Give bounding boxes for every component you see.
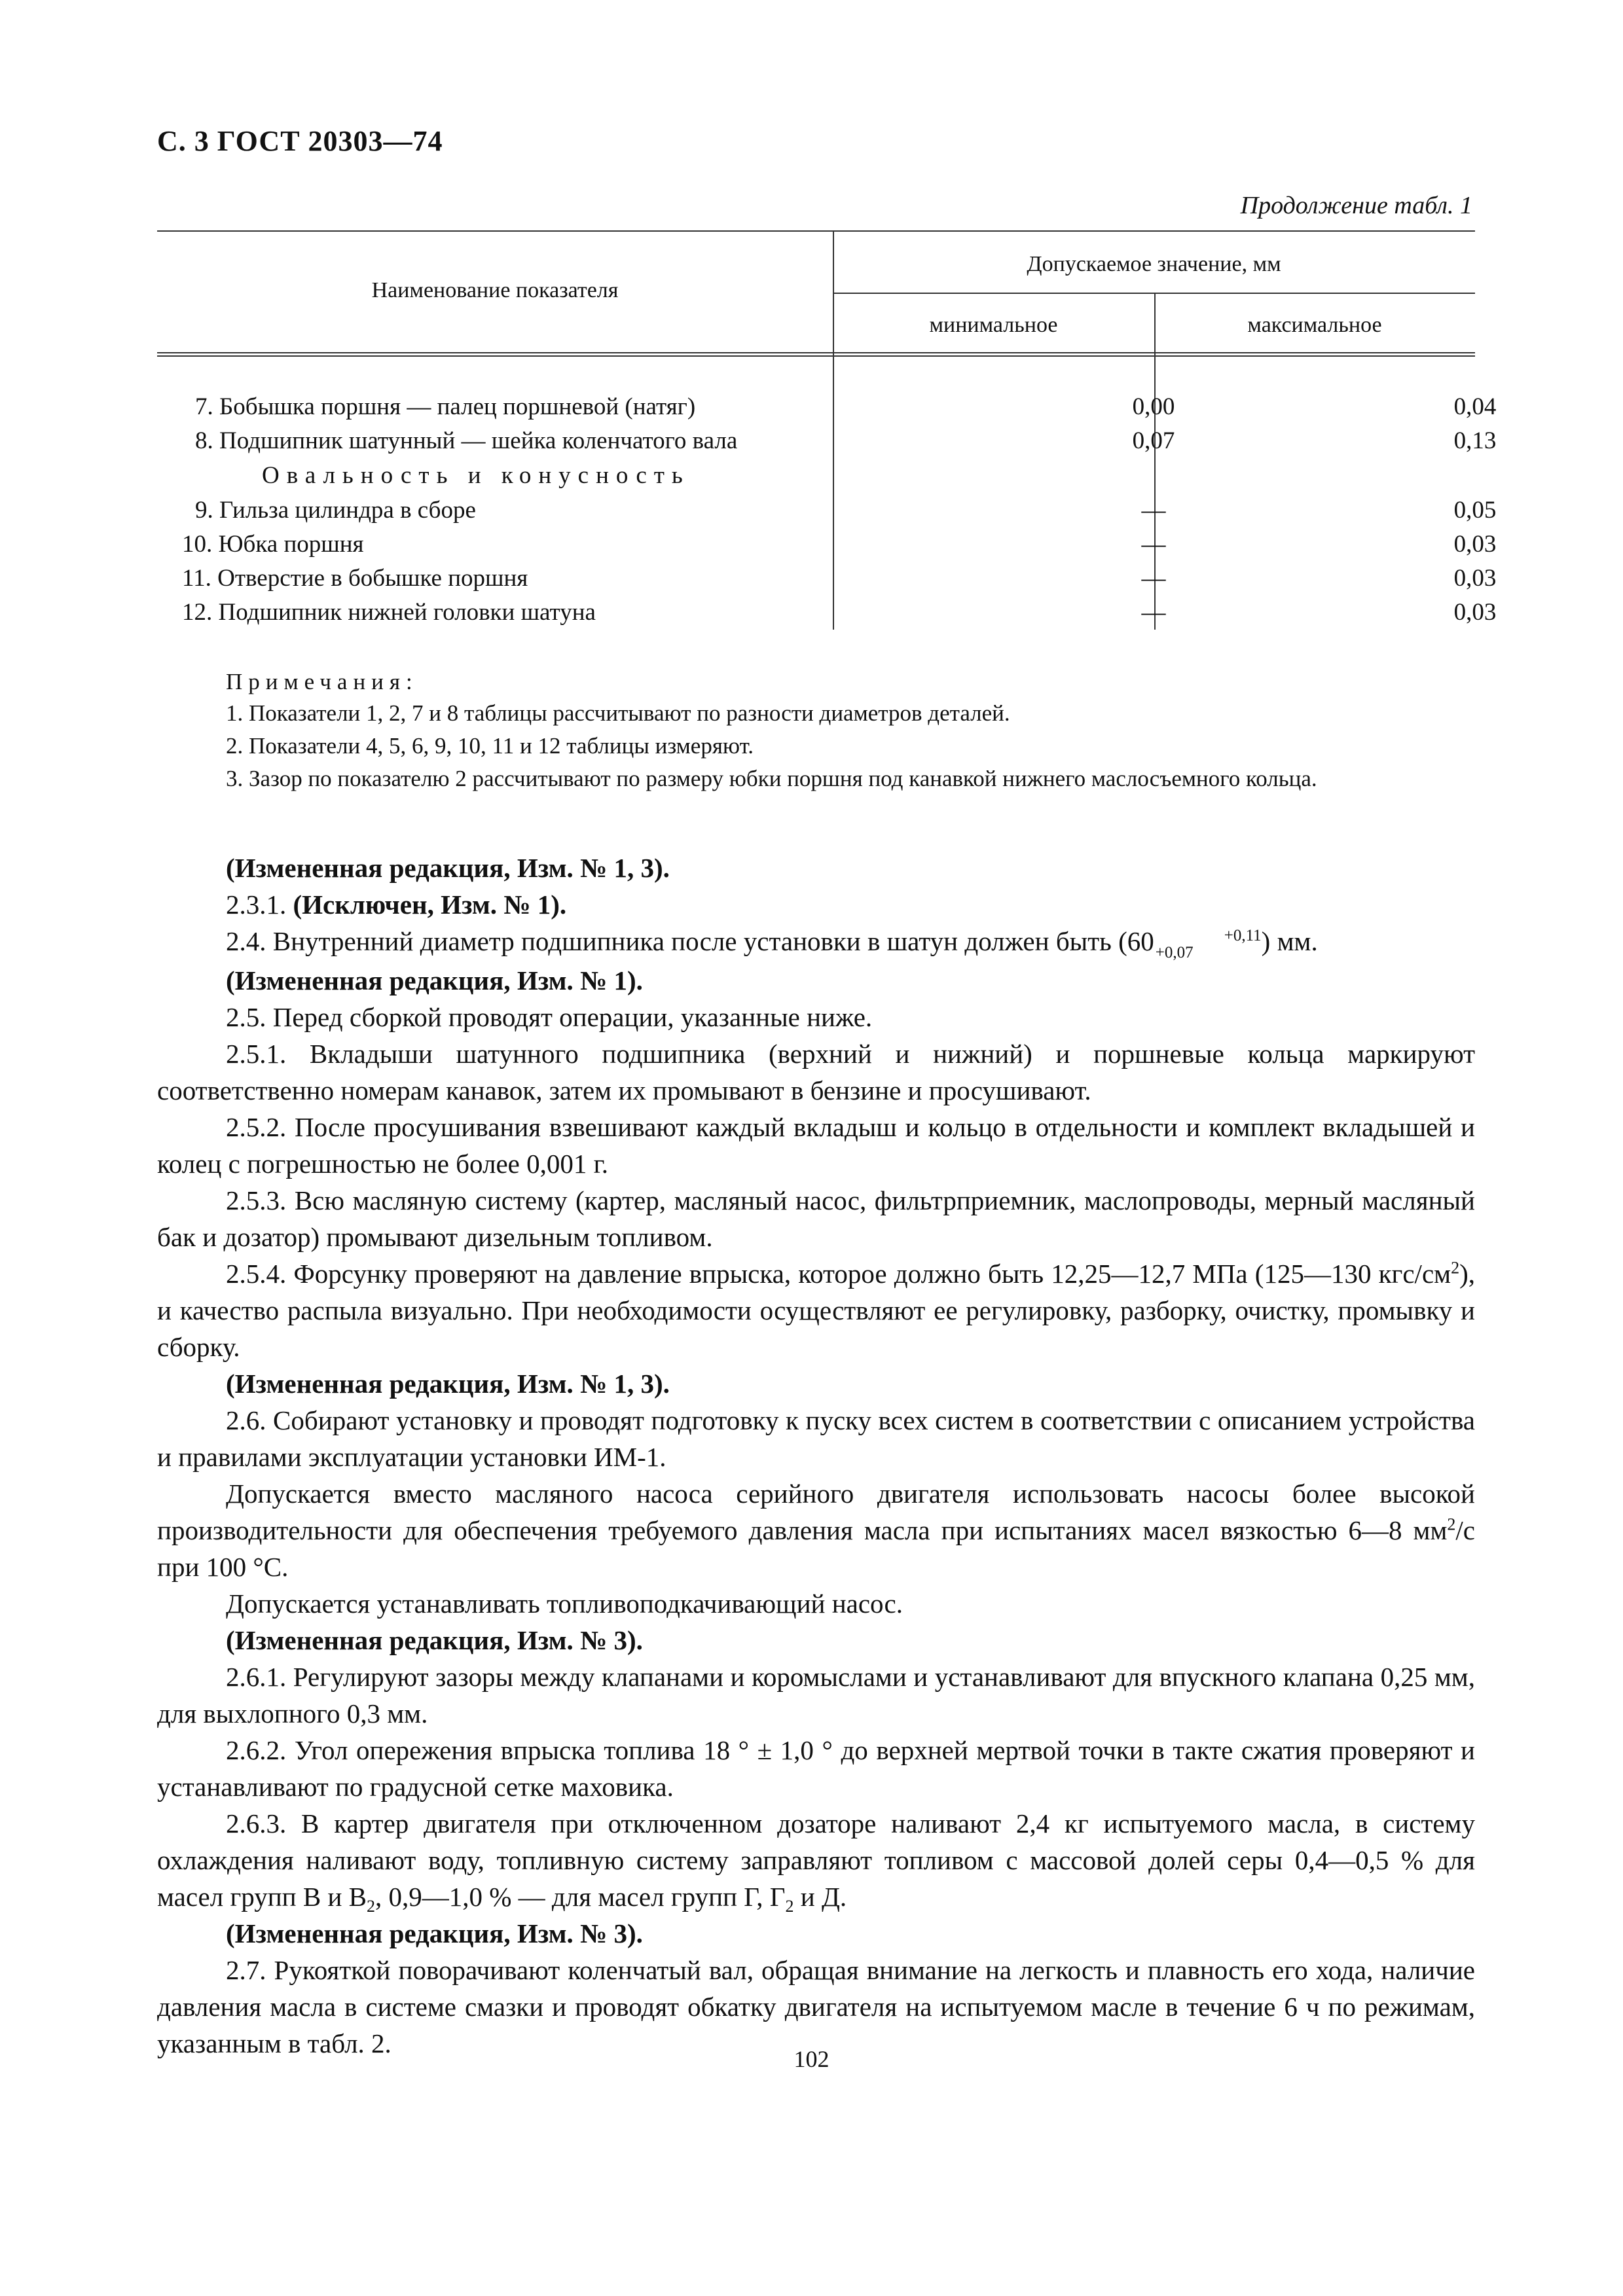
notes-title: Примечания: (226, 669, 418, 694)
paragraph-2-3-1 (157, 886, 1475, 923)
table-row (157, 598, 1497, 632)
superscript: 2 (1447, 1515, 1456, 1534)
revision-note: (Измененная редакция, Изм. № 1, 3). (226, 853, 670, 883)
note-item: 2. Показатели 4, 5, 6, 9, 10, 11 и 12 таблицы измеряют. (226, 733, 754, 759)
revision-note: (Измененная редакция, Изм. № 3). (226, 1625, 643, 1655)
paragraph-allowance-fuel-pump: Допускается устанавливать топливоподкачивающий насос. (226, 1588, 903, 1619)
row-max: 0,05 (1453, 497, 1497, 524)
paragraph-2-6: 2.6. Собирают установку и проводят подготовку к пуску всех систем в соответствии с описанием устройства и правилами эксплуатации установки ИМ-1. (157, 1405, 1475, 1472)
subscript: 2 (367, 1897, 376, 1916)
row-name: 10. Юбка поршня (182, 531, 364, 558)
paragraph-2-5-2: 2.5.2. После просушивания взвешивают каждый вкладыш и кольцо в отдельности и комплект вкладышей и колец с погрешностью не более 0,001 г. (157, 1112, 1475, 1179)
paragraph-2-4 (157, 923, 1475, 961)
paragraph-text: 2.5.4. Форсунку проверяют на давление впрыска, которое должно быть 12,25—12,7 МПа (125—130 кгс/см (226, 1259, 1451, 1289)
subscript: 2 (785, 1897, 794, 1916)
document-reference: С. 3 ГОСТ 20303—74 (157, 125, 443, 157)
paragraph-text-mid: , 0,9—1,0 % — для масел групп Г, Г (375, 1882, 786, 1912)
row-min: — (1141, 497, 1166, 524)
paragraph-2-5: 2.5. Перед сборкой проводят операции, указанные ниже. (226, 1002, 873, 1032)
paragraph-2-5-3: 2.5.3. Всю масляную систему (картер, масляный насос, фильтрприемник, маслопроводы, мерный масляный бак и дозатор) промывают дизельным топливом. (157, 1185, 1475, 1252)
row-min: 0,07 (1132, 427, 1175, 454)
tolerance-fraction (1156, 927, 1262, 961)
row-max: 0,04 (1453, 393, 1497, 420)
table-row (157, 496, 1497, 530)
excluded-note: (Исключен, Изм. № 1). (293, 889, 567, 920)
paragraph-text: 2.4. Внутренний диаметр подшипника после установки в шатун должен быть (60 (226, 926, 1154, 956)
row-max: 0,13 (1453, 427, 1497, 454)
table-header-group: Допускаемое значение, мм (1027, 252, 1281, 276)
table-row (157, 564, 1497, 598)
row-max: 0,03 (1453, 531, 1497, 558)
row-name: 11. Отверстие в бобышке поршня (182, 565, 528, 592)
table-header-name: Наименование показателя (371, 278, 619, 302)
table-row (157, 530, 1497, 564)
row-name: 9. Гильза цилиндра в сборе (195, 497, 476, 524)
paragraph-2-5-4 (157, 1255, 1475, 1365)
paragraph-text-end: и Д. (793, 1882, 847, 1912)
paragraph-text-end: /с при 100 °С. (157, 1515, 1475, 1582)
row-max: 0,03 (1453, 599, 1497, 626)
row-min: — (1141, 565, 1166, 592)
revision-note: (Измененная редакция, Изм. № 1, 3). (226, 1369, 670, 1399)
paragraph-text: 2.6.3. В картер двигателя при отключенном дозаторе наливают 2,4 кг испытуемого масла, в систему охлаждения наливают воду, топливную систему заправляют топливом с массовой долей серы 0,4—0,5 % для масел групп В и В (157, 1808, 1475, 1912)
row-min: 0,00 (1132, 393, 1175, 420)
paragraph-2-6-2: 2.6.2. Угол опережения впрыска топлива 18 ° ± 1,0 ° до верхней мертвой точки в такте сжатия проверяют и устанавливают по градусной сетке маховика. (157, 1735, 1475, 1802)
page-number: 102 (793, 2046, 830, 2072)
table-row (157, 427, 1497, 461)
row-name: 12. Подшипник нижней головки шатуна (182, 599, 596, 626)
row-max: 0,03 (1453, 565, 1497, 592)
paragraph-2-6-3 (157, 1805, 1475, 1915)
row-min: — (1141, 531, 1166, 558)
paragraph-text-end: ), и качество распыла визуально. При необходимости осуществляют ее регулировку, разборку, очистку, промывку и сборку. (157, 1259, 1475, 1362)
revision-note: (Измененная редакция, Изм. № 3). (226, 1918, 643, 1948)
table-top-rule (157, 230, 1475, 232)
row-name: 7. Бобышка поршня — палец поршневой (натяг) (195, 393, 696, 420)
paragraph-text: Допускается вместо масляного насоса серийного двигателя использовать насосы более высокой производительности для обеспечения требуемого давления масла при испытаниях масел вязкостью 6—8 мм (157, 1479, 1475, 1545)
table-header-max: максимальное (1247, 313, 1382, 337)
paragraph-2-6-1: 2.6.1. Регулируют зазоры между клапанами и коромыслами и устанавливают для впускного клапана 0,25 мм, для выхлопного 0,3 мм. (157, 1662, 1475, 1729)
paragraph-2-7: 2.7. Рукояткой поворачивают коленчатый вал, обращая внимание на легкость и плавность его хода, наличие давления масла в системе смазки и проводят обкатку двигателя на испытуемом масле в течение 6 ч по режимам, указанным в табл. 2. (157, 1955, 1475, 2058)
table-header-rule-double (157, 355, 1475, 357)
row-name: 8. Подшипник шатунный — шейка коленчатого вала (195, 427, 738, 454)
row-min: — (1141, 599, 1166, 626)
paragraph-2-5-1: 2.5.1. Вкладыши шатунного подшипника (верхний и нижний) и поршневые кольца маркируют соответственно номерам канавок, затем их промывают в бензине и просушивают. (157, 1039, 1475, 1105)
table-continuation-caption: Продолжение табл. 1 (1240, 192, 1472, 219)
paragraph-number: 2.3.1. (226, 889, 287, 920)
tolerance-upper: +0,11 (1224, 926, 1262, 944)
paragraph-text-end: ) мм. (1261, 926, 1318, 956)
note-item: 3. Зазор по показателю 2 рассчитывают по размеру юбки поршня под канавкой нижнего маслосъемного кольца. (226, 766, 1317, 791)
table-header-rule (157, 352, 1475, 353)
note-item: 1. Показатели 1, 2, 7 и 8 таблицы рассчитывают по разности диаметров деталей. (226, 700, 1010, 726)
revision-note: (Измененная редакция, Изм. № 1). (226, 965, 643, 996)
table-row (157, 393, 1497, 427)
paragraph-allowance-pump (157, 1475, 1475, 1585)
table-subheading: Овальность и конусность (262, 462, 690, 489)
tolerance-lower: +0,07 (1155, 943, 1194, 961)
superscript: 2 (1451, 1258, 1460, 1278)
table-header-min: минимальное (929, 313, 1058, 337)
